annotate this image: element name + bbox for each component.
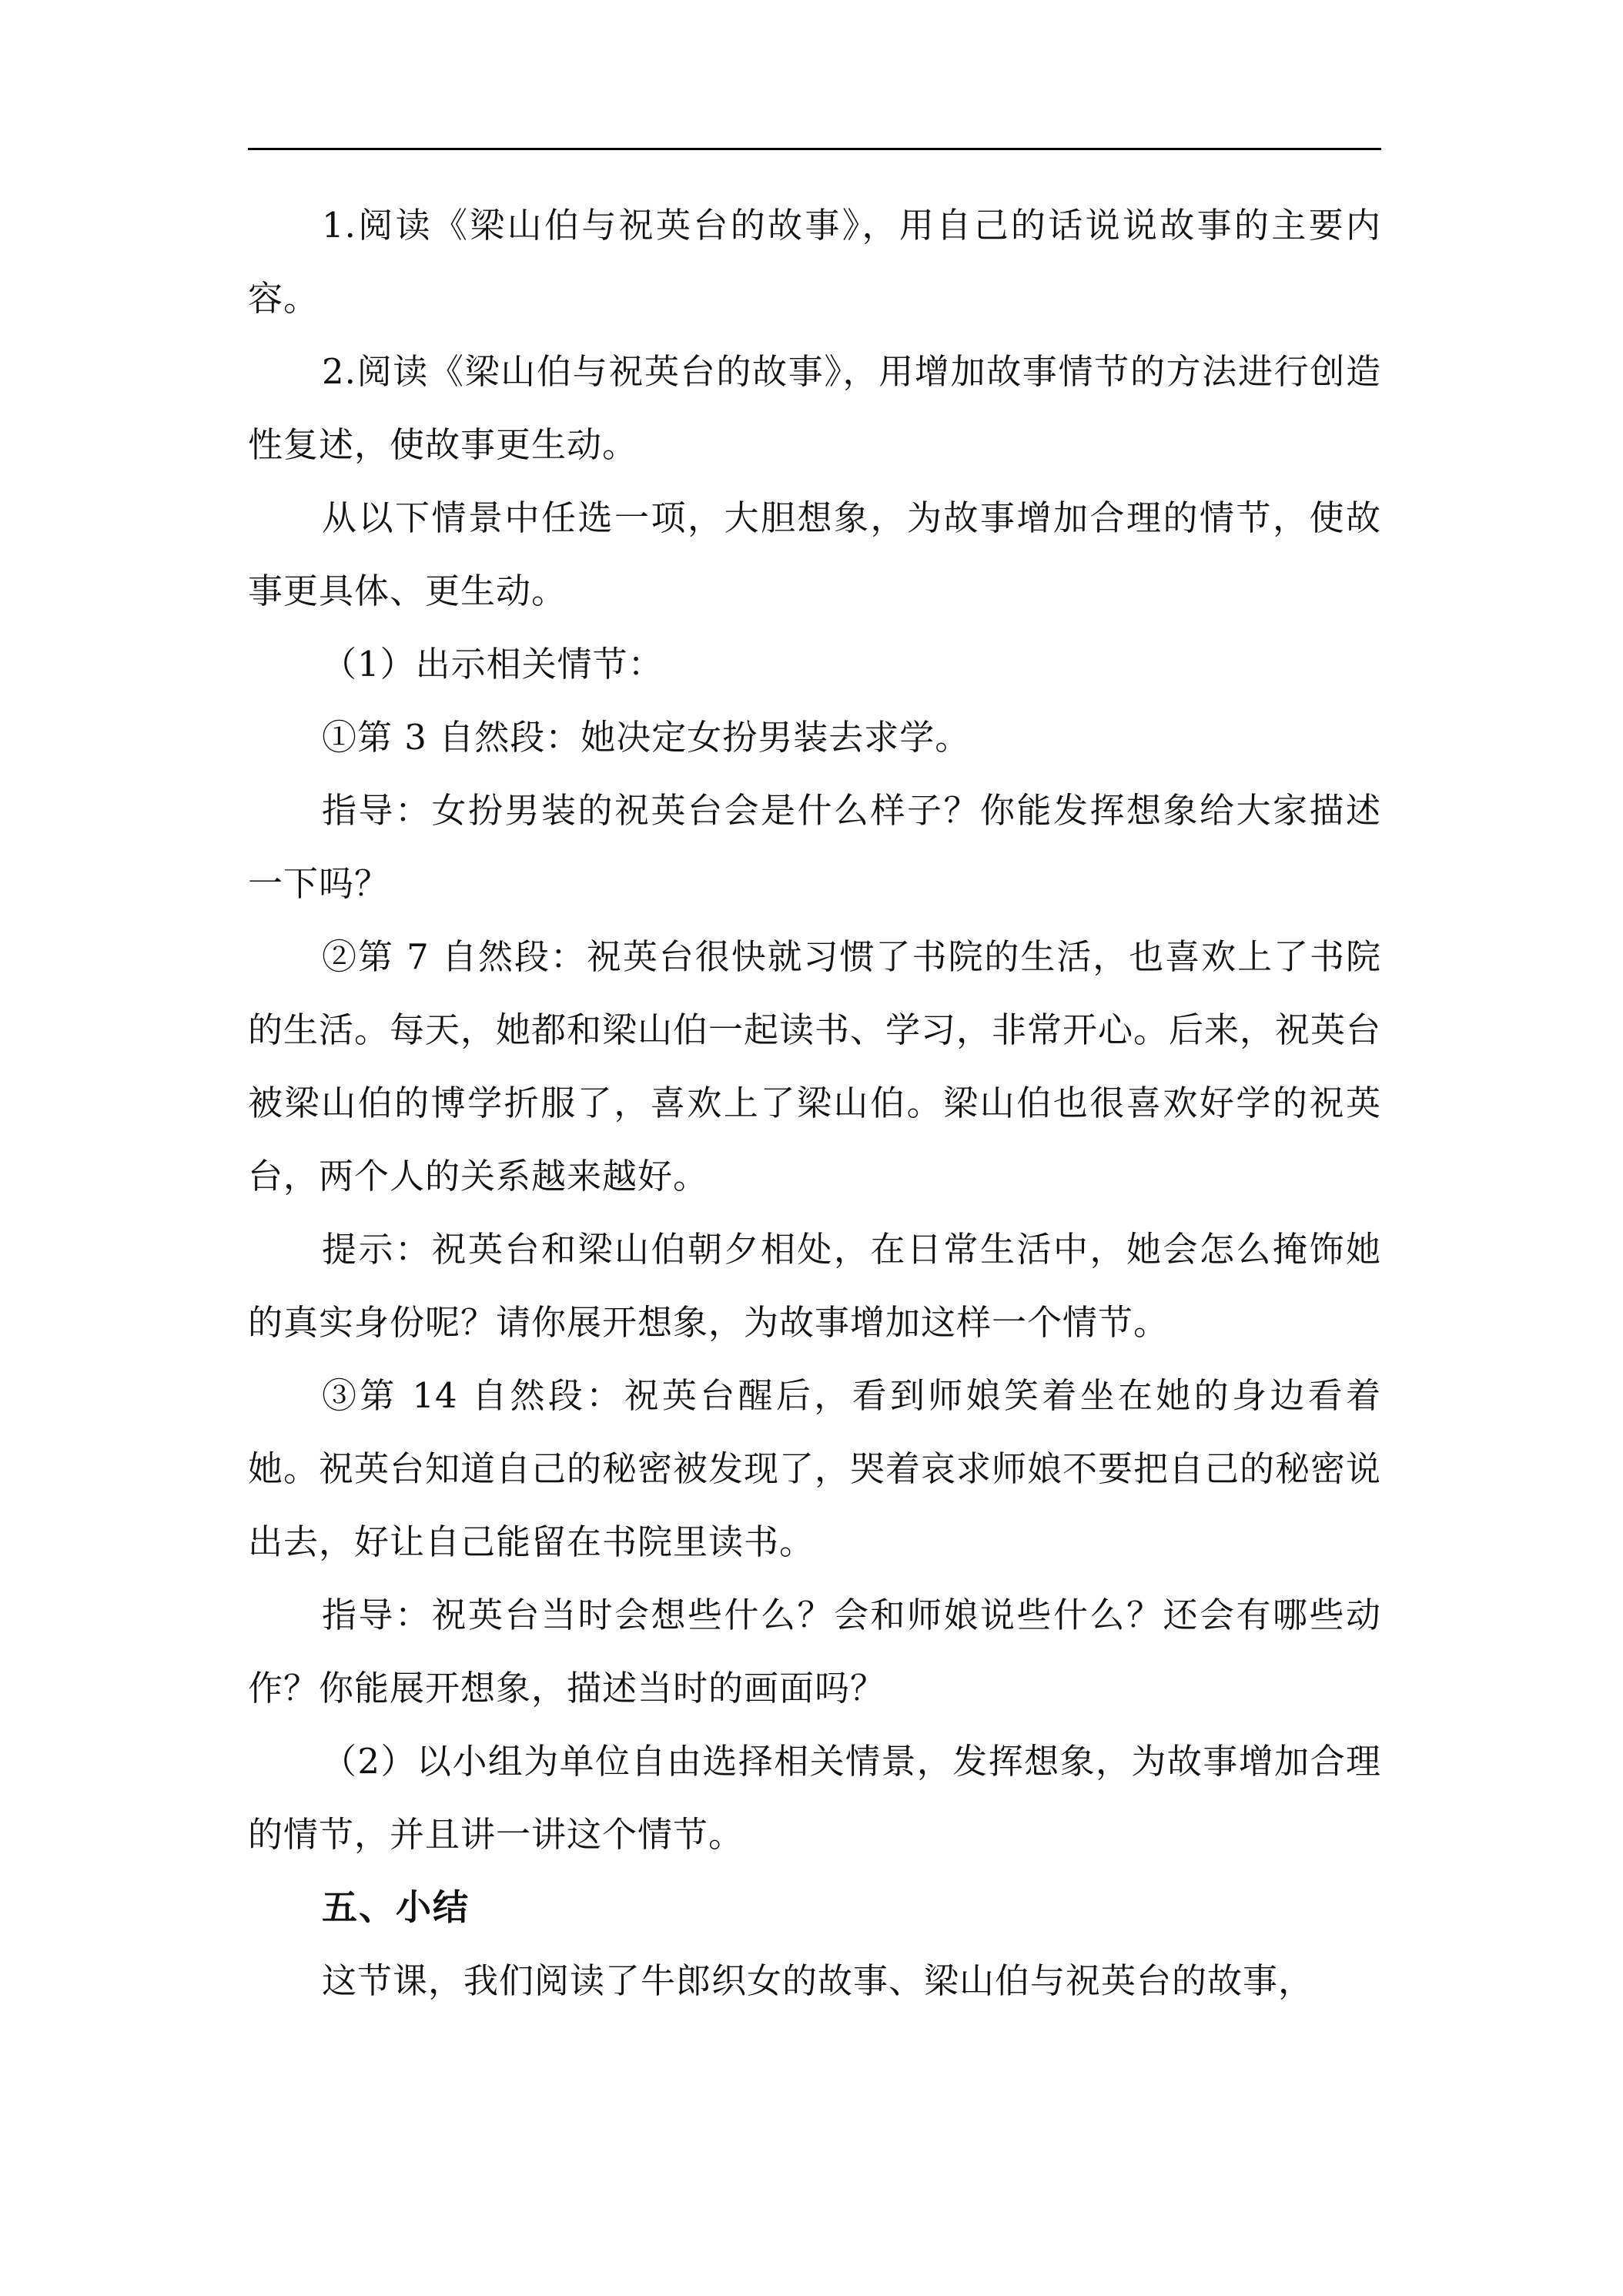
header-rule	[248, 148, 1381, 150]
paragraph-step-2: （2）以小组为单位自由选择相关情景，发挥想象，为故事增加合理的情节，并且讲一讲这个情节。	[248, 1741, 1381, 1855]
section-heading: 五、小结	[322, 1886, 470, 1928]
paragraph-guidance-3: 指导：祝英台当时会想些什么？会和师娘说些什么？还会有哪些动作？你能展开想象，描述当时的画面吗？	[248, 1595, 1381, 1709]
paragraph-scene-2: ②第 7 自然段：祝英台很快就习惯了书院的生活，也喜欢上了书院的生活。每天，她都和梁山伯一起读书、学习，非常开心。后来，祝英台被梁山伯的博学折服了，喜欢上了梁山伯。梁山伯也很喜欢好学的祝英台，两个人的关系越来越好。	[248, 936, 1382, 1197]
paragraph-scene-1: ①第 3 自然段：她决定女扮男装去求学。	[322, 717, 971, 758]
paragraph-task-2: 2.阅读《梁山伯与祝英台的故事》，用增加故事情节的方法进行创造性复述，使故事更生动。	[248, 351, 1381, 465]
paragraph-task-1: 1.阅读《梁山伯与祝英台的故事》，用自己的话说说故事的主要内容。	[248, 205, 1381, 319]
paragraph-scene-3: ③第 14 自然段：祝英台醒后，看到师娘笑着坐在她的身边看着她。祝英台知道自己的秘密被发现了，哭着哀求师娘不要把自己的秘密说出去，好让自己能留在书院里读书。	[248, 1375, 1382, 1562]
document-body	[248, 189, 1381, 2017]
paragraph-hint-2: 提示：祝英台和梁山伯朝夕相处，在日常生活中，她会怎么掩饰她的真实身份呢？请你展开想象，为故事增加这样一个情节。	[248, 1229, 1381, 1343]
paragraph-guidance-1: 指导：女扮男装的祝英台会是什么样子？你能发挥想象给大家描述一下吗？	[248, 790, 1381, 904]
paragraph-summary: 这节课，我们阅读了牛郎织女的故事、梁山伯与祝英台的故事，	[322, 1960, 1314, 2001]
paragraph-instruction: 从以下情景中任选一项，大胆想象，为故事增加合理的情节，使故事更具体、更生动。	[248, 497, 1381, 611]
paragraph-step-1: （1）出示相关情节：	[322, 644, 664, 684]
